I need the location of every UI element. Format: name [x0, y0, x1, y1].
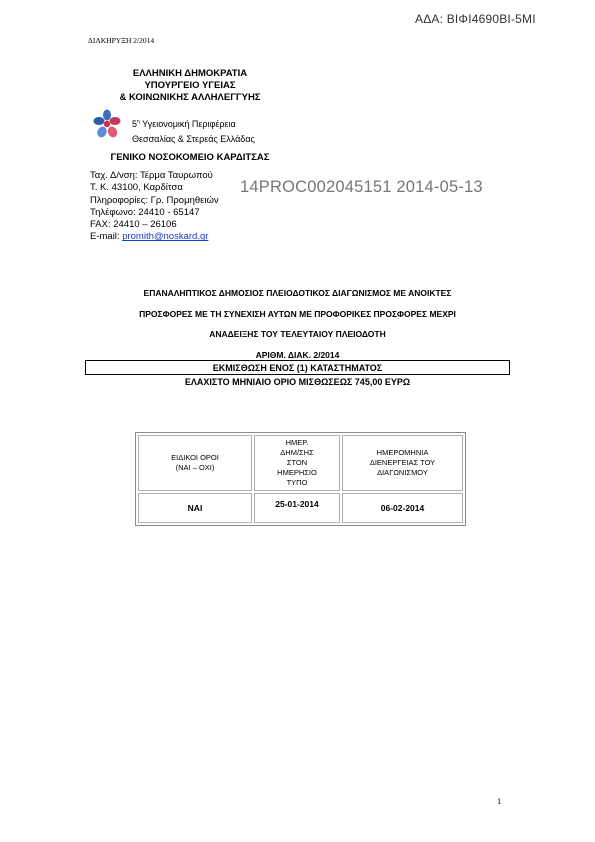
ada-code: ΑΔΑ: ΒΙΦΙ4690ΒΙ-5ΜΙ: [415, 12, 536, 26]
title-line-3: ΑΝΑΔΕΙΞΗΣ ΤΟΥ ΤΕΛΕΥΤΑΙΟΥ ΠΛΕΙΟΔΟΤΗ: [209, 329, 386, 339]
contact-email-line: [90, 231, 219, 243]
header-special-terms: [138, 435, 252, 491]
header-line: ΗΜΕΡ.: [285, 438, 309, 447]
header-line: ΗΜΕΡΟΜΗΝΙΑ: [376, 448, 429, 457]
org-line-republic: ΕΛΛΗΝΙΚΗ ΔΗΜΟΚΡΑΤΙΑ: [132, 68, 248, 79]
contact-address: Ταχ. Δ/νση: Τέρμα Ταυρωπού: [90, 170, 213, 181]
contact-info: Πληροφορίες: Γρ. Προμηθειών: [90, 194, 219, 206]
header-line: ΔΙΑΓΩΝΙΣΜΟΥ: [377, 468, 428, 477]
page-number: 1: [497, 796, 502, 806]
title-line-4: ΑΡΙΘΜ. ΔΙΑΚ. 2/2014: [255, 349, 340, 360]
cell-publication-date: 25-01-2014: [254, 493, 340, 523]
title-line-2: ΠΡΟΣΦΟΡΕΣ ΜΕ ΤΗ ΣΥΝΕΧΙΣΗ ΑΥΤΩΝ ΜΕ ΠΡΟΦΟΡΙΚΕΣ ΠΡΟΣΦΟΡΕΣ ΜΕΧΡΙ: [139, 308, 456, 319]
header-publication-date: [254, 435, 340, 491]
contact-fax: FAX: 24410 – 26106: [90, 219, 177, 231]
region-line-2: Θεσσαλίας & Στερεάς Ελλάδας: [132, 134, 255, 144]
org-line-solidarity: & ΚΟΙΝΩΝΙΚΗΣ ΑΛΛΗΛΕΓΓΥΗΣ: [119, 92, 261, 103]
tender-terms-table: [135, 432, 466, 526]
header-tender-date: [342, 435, 463, 491]
declaration-reference: ΔΙΑΚΗΡΥΞΗ 2/2014: [88, 36, 155, 45]
region-ordinal: η: [137, 119, 140, 125]
contact-block: [90, 170, 219, 244]
cell-tender-date: 06-02-2014: [342, 493, 463, 523]
region-line-1: [132, 115, 255, 132]
email-link[interactable]: promith@noskard.gr: [122, 231, 209, 243]
header-line: ΗΜΕΡΗΣΙΟ: [277, 468, 317, 477]
hospital-name: ΓΕΝΙΚΟ ΝΟΣΟΚΟΜΕΙΟ ΚΑΡΔΙΤΣΑΣ: [110, 152, 270, 163]
cell-special-terms: ΝΑΙ: [138, 493, 252, 523]
header-line: ΕΙΔΙΚΟΙ ΟΡΟΙ: [171, 453, 219, 462]
procurement-stamp: 14PROC002045151 2014-05-13: [240, 178, 483, 196]
header-line: (ΝΑΙ – ΟΧΙ): [175, 463, 215, 472]
minimum-rent: ΕΛΑΧΙΣΤΟ ΜΗΝΙΑΙΟ ΟΡΙΟ ΜΙΣΘΩΣΕΩΣ 745,00 ΕΥΡΩ: [184, 377, 411, 387]
header-line: ΔΗΜ/ΣΗΣ: [280, 448, 314, 457]
table-header-row: [138, 435, 463, 491]
health-region: [132, 115, 255, 147]
header-line: ΤΥΠΟ: [286, 478, 308, 487]
contact-postal: Τ. Κ. 43100, Καρδίτσα: [90, 182, 183, 194]
header-line: ΣΤΟΝ: [286, 458, 308, 467]
contact-phone: Τηλέφωνο: 24410 - 65147: [90, 206, 200, 218]
organization-header: [95, 68, 285, 104]
header-line: ΔΙΕΝΕΡΓΕΙΑΣ ΤΟΥ: [369, 458, 436, 467]
subject-box: ΕΚΜΙΣΘΩΣΗ ΕΝΟΣ (1) ΚΑΤΑΣΤΗΜΑΤΟΣ: [85, 360, 510, 375]
table-row: [138, 493, 463, 523]
region-name: Υγειονομική Περιφέρεια: [139, 119, 236, 129]
document-title: [60, 283, 535, 365]
title-line-1: ΕΠΑΝΑΛΗΠΤΙΚΟΣ ΔΗΜΟΣΙΟΣ ΠΛΕΙΟΔΟΤΙΚΟΣ ΔΙΑΓΩΝΙΣΜΟΣ ΜΕ ΑΝΟΙΚΤΕΣ: [143, 288, 452, 298]
region-number: 5: [132, 119, 138, 129]
org-line-ministry: ΥΠΟΥΡΓΕΙΟ ΥΓΕΙΑΣ: [144, 80, 236, 91]
health-region-logo-icon: [92, 108, 122, 140]
email-label: E-mail:: [90, 231, 123, 243]
